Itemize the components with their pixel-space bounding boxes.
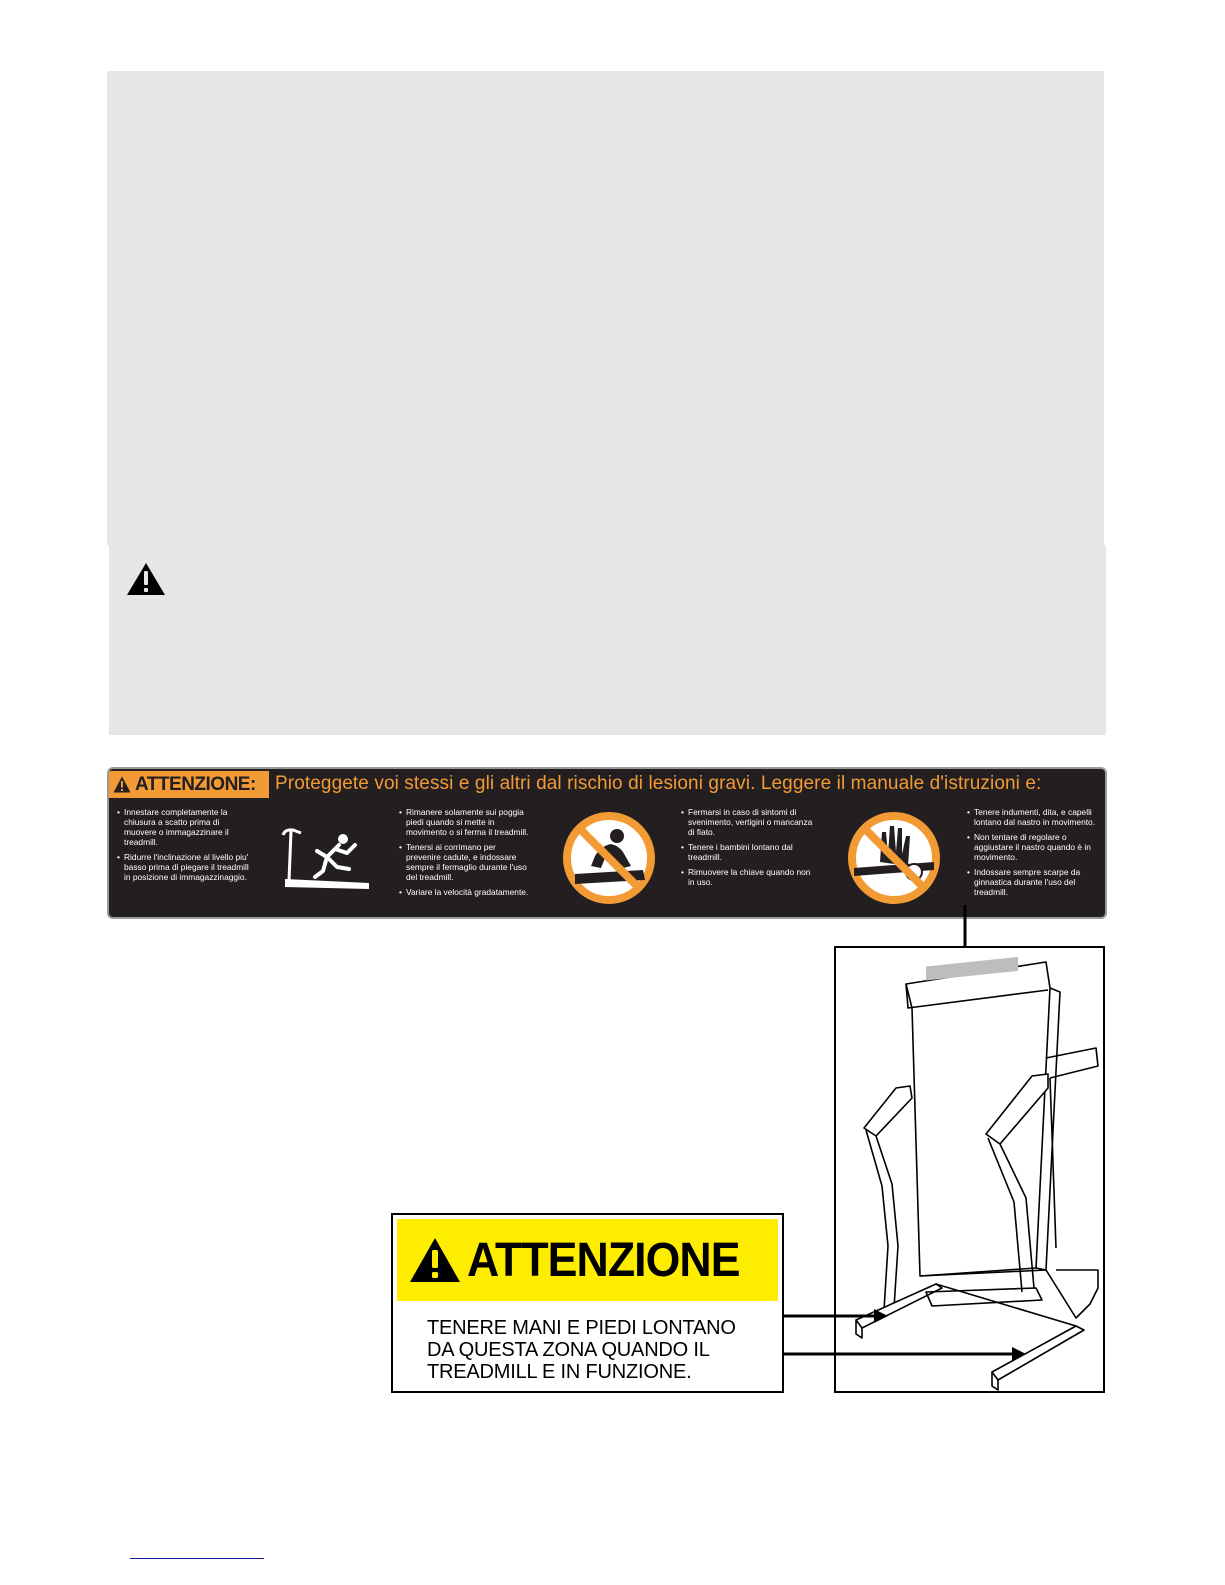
label-pointer-arrow: [780, 1346, 1030, 1362]
list-item: • Fermarsi in caso di sintomi di svenimento, vertigini o mancanza di fiato.: [681, 807, 813, 837]
list-item: • Ridurre l'inclinazione al livello piu' basso prima di piegare il treadmill in posizione di immagazzinaggio.: [117, 852, 249, 882]
warning-decal: [107, 767, 1107, 919]
list-item: • Tenere i bambini lontano dal treadmill.: [681, 842, 813, 862]
list-item: • Tenersi ai corrimano per prevenire cadute, e indossare sempre il fermaglio durante l'uso del treadmill.: [399, 842, 531, 882]
list-item: • Rimuovere la chiave quando non in uso.: [681, 867, 813, 887]
decal-column-3: [681, 807, 813, 892]
attention-label: [391, 1213, 784, 1393]
blank-info-panel: [107, 71, 1104, 545]
folded-treadmill-illustration: [836, 948, 1105, 1393]
no-children-icon: [561, 810, 657, 906]
warning-panel: [109, 545, 1106, 735]
decal-tag: [109, 771, 269, 798]
list-item: • Innestare completamente la chiusura a scatto prima di muovere o immagazzinare il treadmill.: [117, 807, 249, 847]
list-item: • Rimanere solamente sui poggia piedi quando si mette in movimento o si ferma il treadmill.: [399, 807, 531, 837]
list-item: • Tenere indumenti, dita, e capelli lontano dal nastro in movimento.: [967, 807, 1099, 827]
treadmill-diagram: [834, 946, 1105, 1393]
warning-triangle-icon: [409, 1237, 461, 1283]
attention-line: TREADMILL E IN FUNZIONE.: [427, 1361, 692, 1383]
warning-triangle-icon: [126, 562, 166, 596]
list-item: • Non tentare di regolare o aggiustare il nastro quando è in movimento.: [967, 832, 1099, 862]
attention-line: DA QUESTA ZONA QUANDO IL: [427, 1339, 710, 1361]
label-pointer-arrow: [780, 1308, 890, 1324]
attention-title: ATTENZIONE: [467, 1233, 740, 1287]
attention-band: [397, 1219, 778, 1301]
decal-column-2: [399, 807, 531, 902]
decal-column-1: [117, 807, 249, 887]
list-item: • Variare la velocità gradatamente.: [399, 887, 531, 897]
falling-person-icon: [277, 827, 373, 891]
warning-triangle-icon: [113, 776, 131, 793]
no-hands-belt-icon: [846, 810, 942, 906]
decal-tag-label: ATTENZIONE:: [135, 773, 256, 795]
decal-column-4: [967, 807, 1099, 902]
decal-headline: Proteggete voi stessi e gli altri dal rischio di lesioni gravi. Leggere il manuale d'istruzioni e:: [275, 773, 1042, 794]
attention-line: TENERE MANI E PIEDI LONTANO: [427, 1317, 736, 1339]
list-item: • Indossare sempre scarpe da ginnastica durante l'uso del treadmill.: [967, 867, 1099, 897]
attention-text: [427, 1317, 736, 1383]
decal-header: [109, 769, 1105, 800]
footer-rule: [130, 1558, 264, 1559]
